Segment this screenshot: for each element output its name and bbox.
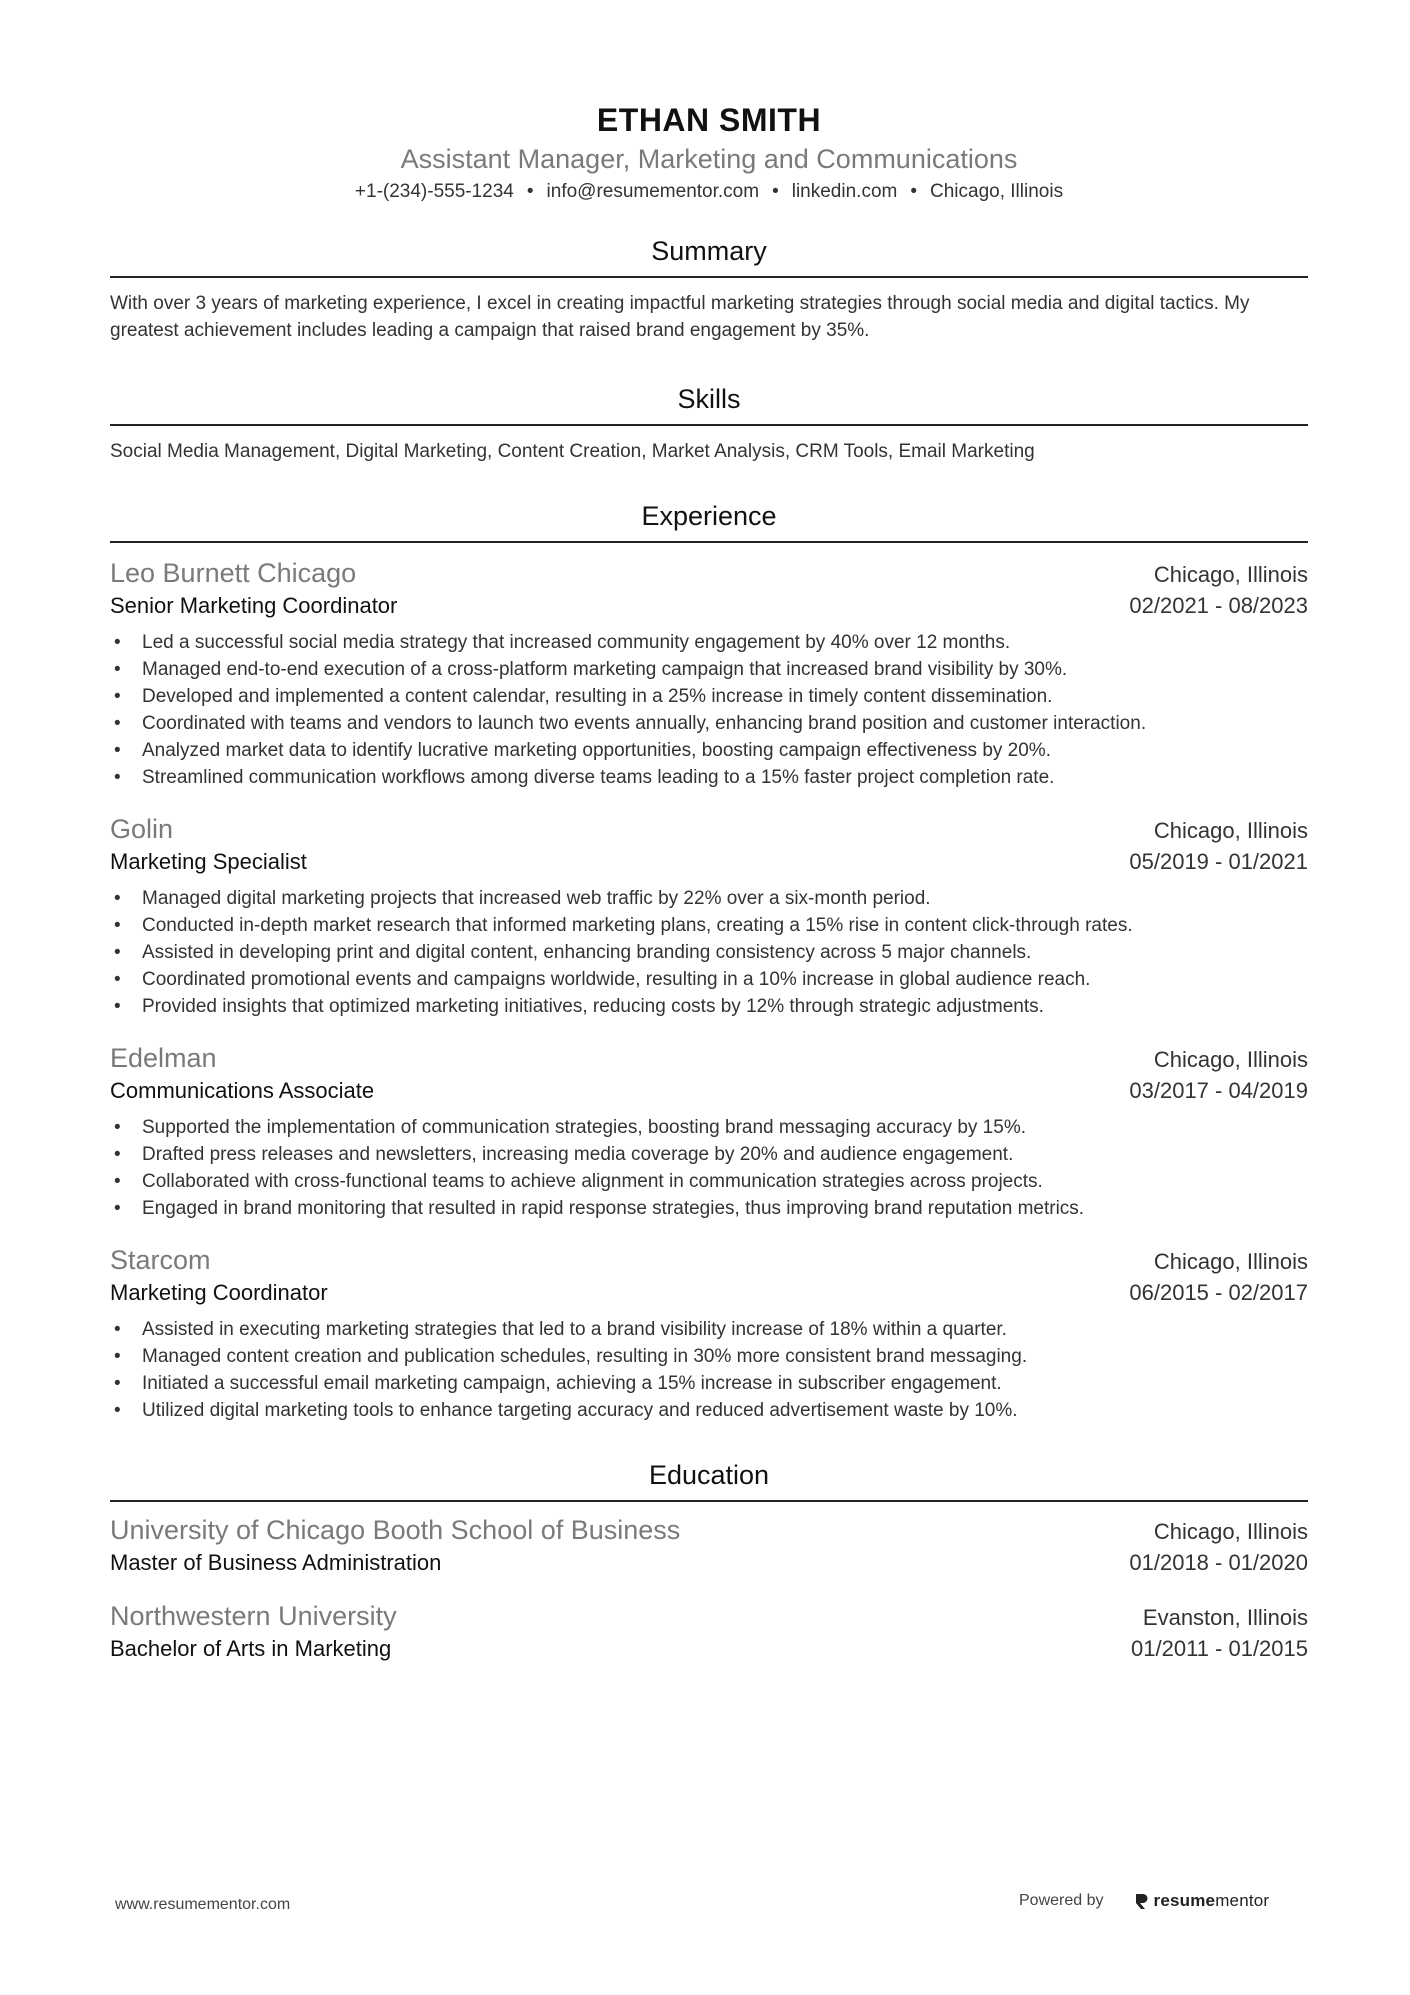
experience-entry — [110, 1040, 1308, 1222]
contact-line — [110, 178, 1308, 206]
section-divider — [110, 276, 1308, 278]
job-title: Marketing Specialist — [110, 849, 307, 874]
resume-content — [110, 98, 1308, 1664]
entry-role-row — [110, 1076, 1308, 1106]
job-bullets — [110, 629, 1308, 791]
section-divider — [110, 1500, 1308, 1502]
job-dates: 03/2017 - 04/2019 — [1129, 1078, 1308, 1103]
job-title: Communications Associate — [110, 1078, 375, 1103]
bullet-item: • Led a successful social media strategy that increased community engagement by 40% over 12 months. — [110, 629, 1308, 656]
job-location: Chicago, Illinois — [1153, 1249, 1308, 1274]
entry-role-row — [110, 1278, 1308, 1308]
separator-dot: • — [910, 181, 917, 202]
candidate-headline: Assistant Manager, Marketing and Communications — [400, 144, 1018, 174]
separator-dot: • — [526, 181, 534, 202]
bullet-item: • Coordinated with teams and vendors to launch two events annually, enhancing brand position and customer interaction. — [110, 710, 1308, 737]
entry-header-row — [110, 1040, 1308, 1076]
contact-email[interactable]: info@resumementor.com — [546, 181, 760, 202]
powered-by-label: Powered by — [1019, 1892, 1104, 1909]
separator-dot: • — [772, 181, 779, 202]
section-title-education: Education — [648, 1460, 770, 1490]
bullet-item: • Coordinated promotional events and campaigns worldwide, resulting in a 10% increase in global audience reach. — [110, 966, 1308, 993]
job-title: Senior Marketing Coordinator — [110, 593, 398, 618]
entry-header-row — [110, 555, 1308, 591]
entry-role-row — [110, 591, 1308, 621]
experience-entry — [110, 1242, 1308, 1424]
resumementor-logo-icon — [1134, 1892, 1150, 1910]
entry-degree-row — [110, 1634, 1308, 1664]
entry-header-row — [110, 1598, 1308, 1634]
education-entry — [110, 1512, 1308, 1578]
bullet-item: • Initiated a successful email marketing campaign, achieving a 15% increase in subscriber engagement. — [110, 1370, 1308, 1397]
job-dates: 02/2021 - 08/2023 — [1129, 593, 1308, 618]
skills-text: Social Media Management, Digital Marketing, Content Creation, Market Analysis, CRM Tools, Email Marketing — [110, 441, 1035, 462]
job-title: Marketing Coordinator — [110, 1280, 328, 1305]
entry-header-row — [110, 1242, 1308, 1278]
bullet-item: • Utilized digital marketing tools to enhance targeting accuracy and reduced advertisement waste by 10%. — [110, 1397, 1308, 1424]
education-dates: 01/2011 - 01/2015 — [1131, 1636, 1308, 1661]
contact-location: Chicago, Illinois — [930, 181, 1064, 202]
job-dates: 05/2019 - 01/2021 — [1129, 849, 1308, 874]
footer-branding — [1019, 1891, 1269, 1911]
contact-phone: +1-(234)-555-1234 — [354, 181, 514, 202]
bullet-item: • Managed digital marketing projects that increased web traffic by 22% over a six-month period. — [110, 885, 1308, 912]
entry-header-row — [110, 1512, 1308, 1548]
job-bullets — [110, 1114, 1308, 1222]
section-title-skills: Skills — [677, 384, 741, 414]
job-location: Chicago, Illinois — [1153, 818, 1308, 843]
bullet-item: • Collaborated with cross-functional teams to achieve alignment in communication strategies across projects. — [110, 1168, 1308, 1195]
bullet-item: • Managed content creation and publication schedules, resulting in 30% more consistent brand messaging. — [110, 1343, 1308, 1370]
section-title-summary: Summary — [651, 236, 767, 266]
company-name: Golin — [110, 814, 174, 844]
entry-role-row — [110, 847, 1308, 877]
bullet-item: • Provided insights that optimized marketing initiatives, reducing costs by 12% through strategic adjustments. — [110, 993, 1308, 1020]
job-location: Chicago, Illinois — [1153, 562, 1308, 587]
bullet-item: • Engaged in brand monitoring that resulted in rapid response strategies, thus improving brand reputation metrics. — [110, 1195, 1308, 1222]
education-entry — [110, 1598, 1308, 1664]
entry-degree-row — [110, 1548, 1308, 1578]
bullet-item: • Assisted in executing marketing strategies that led to a brand visibility increase of 18% within a quarter. — [110, 1316, 1308, 1343]
company-name: Starcom — [110, 1245, 211, 1275]
school-name: University of Chicago Booth School of Business — [110, 1515, 681, 1545]
bullet-item: • Analyzed market data to identify lucrative marketing opportunities, boosting campaign effectiveness by 20%. — [110, 737, 1308, 764]
summary-text: With over 3 years of marketing experience, I excel in creating impactful marketing strategies through social media and digital tactics. My greatest achievement includes leading a campaign that raised brand engagement by 35%. — [110, 293, 1250, 341]
bullet-item: • Streamlined communication workflows among diverse teams leading to a 15% faster project completion rate. — [110, 764, 1308, 791]
school-location: Evanston, Illinois — [1142, 1605, 1308, 1630]
brand-logo[interactable] — [1134, 1891, 1270, 1911]
degree-name: Bachelor of Arts in Marketing — [110, 1636, 392, 1661]
degree-name: Master of Business Administration — [110, 1550, 442, 1575]
footer-website[interactable]: www.resumementor.com — [115, 1896, 291, 1913]
company-name: Edelman — [110, 1043, 217, 1073]
experience-entry — [110, 811, 1308, 1020]
job-bullets — [110, 1316, 1308, 1424]
bullet-item: • Assisted in developing print and digital content, enhancing branding consistency across 5 major channels. — [110, 939, 1308, 966]
job-dates: 06/2015 - 02/2017 — [1129, 1280, 1308, 1305]
school-location: Chicago, Illinois — [1153, 1519, 1308, 1544]
bullet-item: • Developed and implemented a content calendar, resulting in a 25% increase in timely content dissemination. — [110, 683, 1308, 710]
section-title-experience: Experience — [641, 501, 777, 531]
school-name: Northwestern University — [110, 1601, 397, 1631]
brand-name-bold: resume — [1153, 1891, 1216, 1910]
education-dates: 01/2018 - 01/2020 — [1129, 1550, 1308, 1575]
bullet-item: • Conducted in-depth market research that informed marketing plans, creating a 15% rise in content click-through rates. — [110, 912, 1308, 939]
bullet-item: • Drafted press releases and newsletters, increasing media coverage by 20% and audience engagement. — [110, 1141, 1308, 1168]
candidate-name: ETHAN SMITH — [596, 102, 822, 138]
contact-linkedin[interactable]: linkedin.com — [791, 181, 898, 202]
job-location: Chicago, Illinois — [1153, 1047, 1308, 1072]
entry-header-row — [110, 811, 1308, 847]
job-bullets — [110, 885, 1308, 1020]
brand-name-rest: mentor — [1215, 1891, 1270, 1910]
bullet-item: • Managed end-to-end execution of a cross-platform marketing campaign that increased brand visibility by 30%. — [110, 656, 1308, 683]
section-divider — [110, 541, 1308, 543]
section-divider — [110, 424, 1308, 426]
bullet-item: • Supported the implementation of communication strategies, boosting brand messaging accuracy by 15%. — [110, 1114, 1308, 1141]
company-name: Leo Burnett Chicago — [110, 558, 357, 588]
experience-entry — [110, 555, 1308, 791]
